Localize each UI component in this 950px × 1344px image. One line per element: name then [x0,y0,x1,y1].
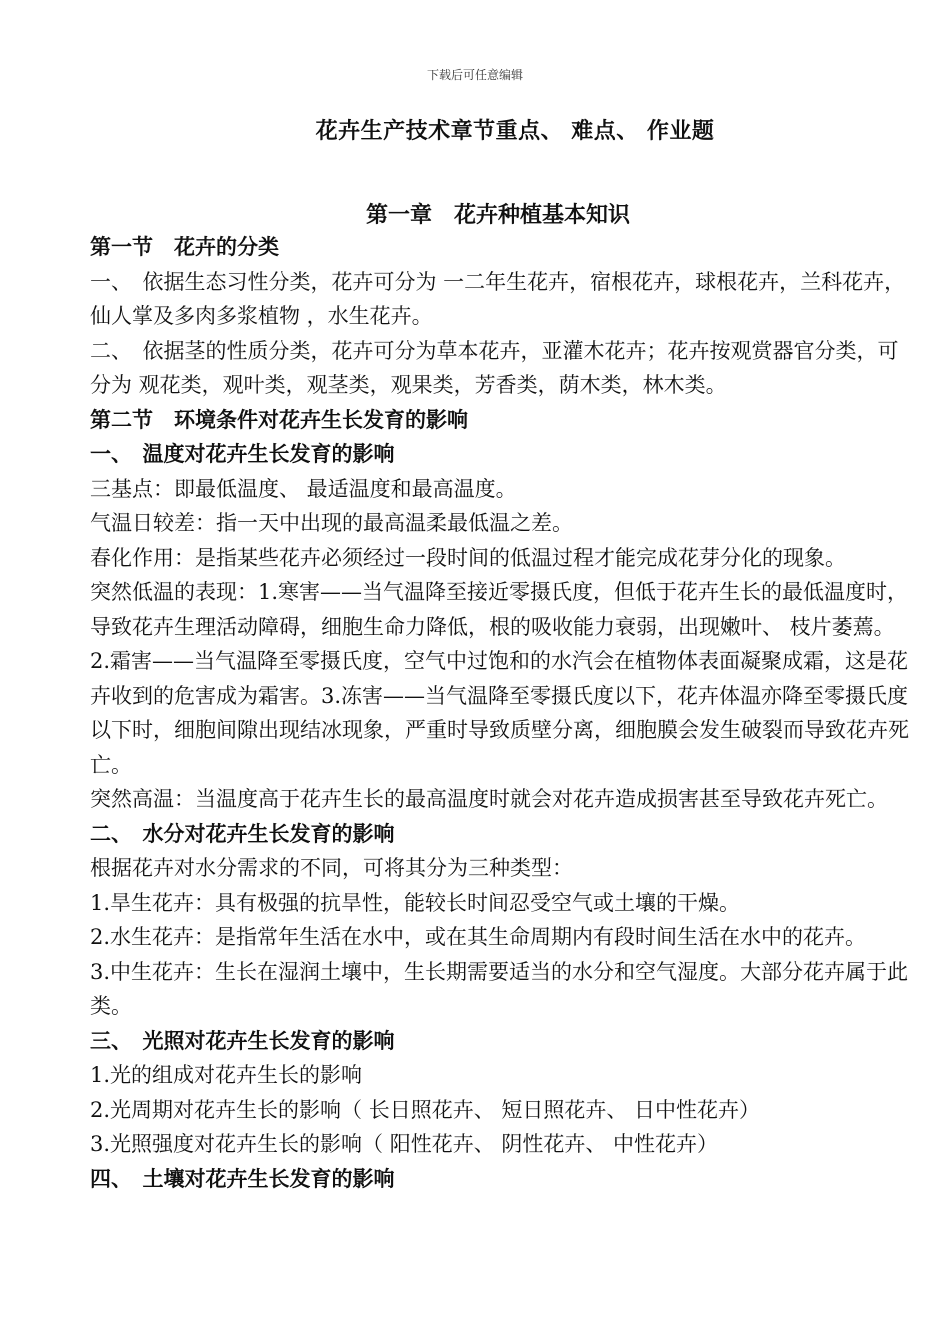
paragraph-xerophytic-flowers: 1.旱生花卉：具有极强的抗旱性，能较长时间忍受空气或土壤的干燥。 [90,890,741,915]
subsection-heading-soil: 四、 土壤对花卉生长发育的影响 [90,1166,395,1191]
paragraph-mesophytic-flowers: 3.中生花卉：生长在湿润土壤中，生长期需要适当的水分和空气湿度。大部分花卉属于此类。 [90,959,909,1018]
document-body [90,230,912,1196]
subsection-heading-light: 三、 光照对花卉生长发育的影响 [90,1028,395,1053]
document-title: 花卉生产技术章节重点、 难点、 作业题 [315,119,715,144]
chapter-title: 第一章 花卉种植基本知识 [365,203,630,228]
paragraph-stem-classification: 二、 依据茎的性质分类，花卉可分为草本花卉，亚灌木花卉；花卉按观赏器官分类，可分为 观花类，观叶类，观茎类，观果类，芳香类，荫木类，林木类。 [90,338,899,397]
paragraph-vernalization: 春化作用：是指某些花卉必须经过一段时间的低温过程才能完成花芽分化的现象。 [90,545,846,570]
paragraph-aquatic-flowers: 2.水生花卉：是指常年生活在水中，或在其生命周期内有段时间生活在水中的花卉。 [90,925,867,949]
section-heading-environment: 第二节 环境条件对花卉生长发育的影响 [90,407,468,432]
section-heading-classification: 第一节 花卉的分类 [90,235,279,259]
subsection-heading-water: 二、 水分对花卉生长发育的影响 [90,821,395,846]
paragraph-daily-temperature-range: 气温日较差：指一天中出现的最高温柔最低温之差。 [90,511,573,535]
paragraph-three-base-points: 三基点：即最低温度、 最适温度和最高温度。 [90,476,517,501]
paragraph-sudden-low-temperature: 突然低温的表现：1.寒害——当气温降至接近零摄氏度，但低于花卉生长的最低温度时，导致花卉生理活动障碍，细胞生命力降低，根的吸收能力衰弱，出现嫩叶、 枝片萎蔫。2.霜害——当气温降至零摄氏度，空气中过饱和的水汽会在植物体表面凝聚成霜，这是花卉收到的危害成为霜害。3.冻害——当气温降至零摄氏度以下，花卉体温亦降至零摄氏度以下时，细胞间隙出现结冰现象，严重时导致质壁分离，细胞膜会发生破裂而导致花卉死亡。 [90,580,909,777]
paragraph-photoperiod: 2.光周期对花卉生长的影响（ 长日照花卉、 短日照花卉、 日中性花卉） [90,1097,761,1122]
paragraph-ecological-classification: 一、 依据生态习性分类，花卉可分为 一二年生花卉，宿根花卉，球根花卉，兰科花卉，仙人掌及多肉多浆植物 ，水生花卉。 [90,269,906,328]
paragraph-light-composition: 1.光的组成对花卉生长的影响 [90,1063,363,1087]
paragraph-sudden-high-temperature: 突然高温：当温度高于花卉生长的最高温度时就会对花卉造成损害甚至导致花卉死亡。 [90,787,888,811]
header-note: 下载后可任意编辑 [426,68,523,82]
paragraph-light-intensity: 3.光照强度对花卉生长的影响（ 阳性花卉、 阴性花卉、 中性花卉） [90,1132,719,1156]
subsection-heading-temperature: 一、 温度对花卉生长发育的影响 [90,442,395,466]
paragraph-water-types-intro: 根据花卉对水分需求的不同，可将其分为三种类型： [90,856,573,880]
